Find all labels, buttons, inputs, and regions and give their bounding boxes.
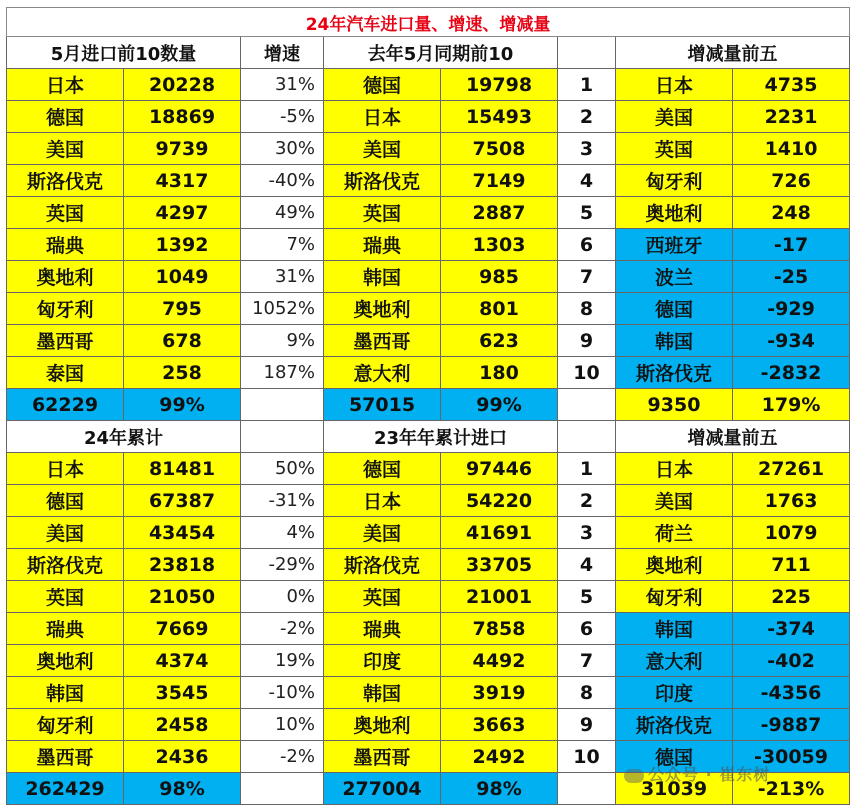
delta-country-cell: 日本 — [616, 69, 733, 101]
prev-country-cell: 墨西哥 — [324, 741, 441, 773]
delta-value-cell: -929 — [733, 293, 850, 325]
prev-country-cell: 瑞典 — [324, 229, 441, 261]
growth-cell: 30% — [241, 133, 324, 165]
table-row — [7, 293, 850, 325]
import-table — [6, 7, 850, 805]
total-previous-share: 99% — [441, 389, 558, 421]
delta-value-cell: -30059 — [733, 741, 850, 773]
growth-cell: 187% — [241, 357, 324, 389]
growth-cell: -29% — [241, 549, 324, 581]
volume-cell: 2458 — [124, 709, 241, 741]
prev-volume-cell: 19798 — [441, 69, 558, 101]
rank-cell: 8 — [558, 293, 616, 325]
country-cell: 墨西哥 — [7, 741, 124, 773]
prev-volume-cell: 97446 — [441, 453, 558, 485]
country-cell: 斯洛伐克 — [7, 549, 124, 581]
delta-value-cell: -402 — [733, 645, 850, 677]
table-row — [7, 581, 850, 613]
table-title: 24年汽车进口量、增速、增减量 — [7, 8, 850, 37]
growth-cell: 19% — [241, 645, 324, 677]
delta-value-cell: -2832 — [733, 357, 850, 389]
rank-cell: 4 — [558, 549, 616, 581]
table-row — [7, 677, 850, 709]
empty-cell — [241, 389, 324, 421]
growth-cell: 10% — [241, 709, 324, 741]
rank-cell: 3 — [558, 133, 616, 165]
growth-cell: -5% — [241, 101, 324, 133]
delta-value-cell: 248 — [733, 197, 850, 229]
rank-cell: 5 — [558, 197, 616, 229]
table-row — [7, 325, 850, 357]
delta-country-cell: 美国 — [616, 101, 733, 133]
growth-cell: 4% — [241, 517, 324, 549]
country-cell: 墨西哥 — [7, 325, 124, 357]
delta-country-cell: 德国 — [616, 741, 733, 773]
delta-country-cell: 德国 — [616, 293, 733, 325]
prev-volume-cell: 54220 — [441, 485, 558, 517]
table-row — [7, 133, 850, 165]
volume-cell: 20228 — [124, 69, 241, 101]
table-row — [7, 645, 850, 677]
table-row — [7, 357, 850, 389]
watermark — [624, 762, 770, 785]
volume-cell: 67387 — [124, 485, 241, 517]
prev-country-cell: 瑞典 — [324, 613, 441, 645]
prev-volume-cell: 33705 — [441, 549, 558, 581]
table-row — [7, 101, 850, 133]
prev-country-cell: 奥地利 — [324, 293, 441, 325]
total-current: 262429 — [7, 773, 124, 805]
table-row — [7, 709, 850, 741]
prev-volume-cell: 180 — [441, 357, 558, 389]
delta-country-cell: 奥地利 — [616, 197, 733, 229]
country-cell: 德国 — [7, 101, 124, 133]
header-current-top10: 5月进口前10数量 — [7, 37, 241, 69]
prev-country-cell: 美国 — [324, 517, 441, 549]
volume-cell: 1049 — [124, 261, 241, 293]
volume-cell: 2436 — [124, 741, 241, 773]
growth-cell: 49% — [241, 197, 324, 229]
country-cell: 德国 — [7, 485, 124, 517]
prev-volume-cell: 623 — [441, 325, 558, 357]
header-growth: 增速 — [241, 37, 324, 69]
prev-country-cell: 墨西哥 — [324, 325, 441, 357]
prev-volume-cell: 1303 — [441, 229, 558, 261]
volume-cell: 258 — [124, 357, 241, 389]
country-cell: 日本 — [7, 453, 124, 485]
header-delta-top5: 增减量前五 — [616, 37, 850, 69]
prev-volume-cell: 3663 — [441, 709, 558, 741]
prev-country-cell: 斯洛伐克 — [324, 549, 441, 581]
prev-volume-cell: 7149 — [441, 165, 558, 197]
empty-cell — [558, 389, 616, 421]
prev-country-cell: 美国 — [324, 133, 441, 165]
prev-volume-cell: 15493 — [441, 101, 558, 133]
country-cell: 斯洛伐克 — [7, 165, 124, 197]
prev-country-cell: 斯洛伐克 — [324, 165, 441, 197]
total-delta-pct: 179% — [733, 389, 850, 421]
prev-country-cell: 日本 — [324, 101, 441, 133]
total-current-share: 99% — [124, 389, 241, 421]
delta-value-cell: -9887 — [733, 709, 850, 741]
volume-cell: 3545 — [124, 677, 241, 709]
delta-value-cell: -374 — [733, 613, 850, 645]
country-cell: 泰国 — [7, 357, 124, 389]
growth-cell: 31% — [241, 261, 324, 293]
rank-cell: 1 — [558, 69, 616, 101]
country-cell: 英国 — [7, 197, 124, 229]
prev-country-cell: 英国 — [324, 581, 441, 613]
volume-cell: 9739 — [124, 133, 241, 165]
prev-volume-cell: 3919 — [441, 677, 558, 709]
delta-country-cell: 韩国 — [616, 325, 733, 357]
delta-country-cell: 美国 — [616, 485, 733, 517]
table-row — [7, 517, 850, 549]
prev-country-cell: 韩国 — [324, 261, 441, 293]
rank-cell: 8 — [558, 677, 616, 709]
volume-cell: 81481 — [124, 453, 241, 485]
volume-cell: 21050 — [124, 581, 241, 613]
delta-country-cell: 日本 — [616, 453, 733, 485]
delta-country-cell: 奥地利 — [616, 549, 733, 581]
total-delta: 9350 — [616, 389, 733, 421]
wechat-icon — [624, 769, 644, 783]
table-row — [7, 549, 850, 581]
total-current: 62229 — [7, 389, 124, 421]
prev-country-cell: 意大利 — [324, 357, 441, 389]
prev-country-cell: 奥地利 — [324, 709, 441, 741]
table-row — [7, 165, 850, 197]
rank-cell: 1 — [558, 453, 616, 485]
rank-cell: 7 — [558, 261, 616, 293]
prev-volume-cell: 7508 — [441, 133, 558, 165]
prev-volume-cell: 7858 — [441, 613, 558, 645]
delta-value-cell: -934 — [733, 325, 850, 357]
empty-cell — [241, 773, 324, 805]
growth-cell: -31% — [241, 485, 324, 517]
delta-country-cell: 匈牙利 — [616, 581, 733, 613]
total-current-share: 98% — [124, 773, 241, 805]
header-previous-top10: 23年年累计进口 — [324, 421, 558, 453]
delta-country-cell: 斯洛伐克 — [616, 709, 733, 741]
growth-cell: 1052% — [241, 293, 324, 325]
delta-country-cell: 斯洛伐克 — [616, 357, 733, 389]
empty-cell — [558, 773, 616, 805]
volume-cell: 23818 — [124, 549, 241, 581]
total-previous: 57015 — [324, 389, 441, 421]
prev-volume-cell: 2887 — [441, 197, 558, 229]
rank-cell: 2 — [558, 101, 616, 133]
prev-volume-cell: 801 — [441, 293, 558, 325]
delta-country-cell: 荷兰 — [616, 517, 733, 549]
rank-cell: 4 — [558, 165, 616, 197]
title-row — [7, 8, 850, 37]
delta-value-cell: -25 — [733, 261, 850, 293]
delta-value-cell: 2231 — [733, 101, 850, 133]
volume-cell: 4317 — [124, 165, 241, 197]
growth-cell: 0% — [241, 581, 324, 613]
delta-country-cell: 意大利 — [616, 645, 733, 677]
rank-cell: 10 — [558, 741, 616, 773]
rank-cell: 5 — [558, 581, 616, 613]
volume-cell: 4297 — [124, 197, 241, 229]
total-previous-share: 98% — [441, 773, 558, 805]
rank-cell: 6 — [558, 229, 616, 261]
top-totals-row — [7, 389, 850, 421]
table-row — [7, 453, 850, 485]
prev-country-cell: 印度 — [324, 645, 441, 677]
prev-volume-cell: 4492 — [441, 645, 558, 677]
country-cell: 韩国 — [7, 677, 124, 709]
growth-cell: -40% — [241, 165, 324, 197]
growth-cell: 50% — [241, 453, 324, 485]
delta-country-cell: 英国 — [616, 133, 733, 165]
growth-cell: -2% — [241, 741, 324, 773]
prev-volume-cell: 41691 — [441, 517, 558, 549]
table-row — [7, 261, 850, 293]
country-cell: 奥地利 — [7, 645, 124, 677]
prev-country-cell: 韩国 — [324, 677, 441, 709]
delta-country-cell: 匈牙利 — [616, 165, 733, 197]
top-header-row — [7, 37, 850, 69]
header-previous-top10: 去年5月同期前10 — [324, 37, 558, 69]
delta-value-cell: 726 — [733, 165, 850, 197]
table-row — [7, 69, 850, 101]
header-growth — [241, 421, 324, 453]
delta-value-cell: 225 — [733, 581, 850, 613]
delta-value-cell: 27261 — [733, 453, 850, 485]
rank-cell: 9 — [558, 709, 616, 741]
prev-country-cell: 德国 — [324, 69, 441, 101]
growth-cell: -10% — [241, 677, 324, 709]
bottom-header-row — [7, 421, 850, 453]
volume-cell: 678 — [124, 325, 241, 357]
country-cell: 英国 — [7, 581, 124, 613]
delta-value-cell: 4735 — [733, 69, 850, 101]
country-cell: 奥地利 — [7, 261, 124, 293]
total-delta: 31039 — [616, 773, 733, 805]
total-previous: 277004 — [324, 773, 441, 805]
delta-value-cell: -17 — [733, 229, 850, 261]
growth-cell: 9% — [241, 325, 324, 357]
volume-cell: 43454 — [124, 517, 241, 549]
country-cell: 匈牙利 — [7, 709, 124, 741]
rank-cell: 10 — [558, 357, 616, 389]
delta-country-cell: 印度 — [616, 677, 733, 709]
volume-cell: 795 — [124, 293, 241, 325]
country-cell: 日本 — [7, 69, 124, 101]
watermark-text: 公众号 · 崔东树 — [648, 765, 771, 784]
prev-volume-cell: 21001 — [441, 581, 558, 613]
table-row — [7, 229, 850, 261]
prev-country-cell: 英国 — [324, 197, 441, 229]
growth-cell: -2% — [241, 613, 324, 645]
volume-cell: 4374 — [124, 645, 241, 677]
delta-value-cell: -4356 — [733, 677, 850, 709]
growth-cell: 7% — [241, 229, 324, 261]
delta-country-cell: 波兰 — [616, 261, 733, 293]
header-rank — [558, 37, 616, 69]
rank-cell: 6 — [558, 613, 616, 645]
country-cell: 匈牙利 — [7, 293, 124, 325]
delta-value-cell: 1410 — [733, 133, 850, 165]
delta-country-cell: 西班牙 — [616, 229, 733, 261]
prev-country-cell: 日本 — [324, 485, 441, 517]
volume-cell: 1392 — [124, 229, 241, 261]
header-rank — [558, 421, 616, 453]
prev-volume-cell: 2492 — [441, 741, 558, 773]
total-delta-pct: -213% — [733, 773, 850, 805]
growth-cell: 31% — [241, 69, 324, 101]
rank-cell: 7 — [558, 645, 616, 677]
rank-cell: 9 — [558, 325, 616, 357]
volume-cell: 7669 — [124, 613, 241, 645]
header-current-top10: 24年累计 — [7, 421, 241, 453]
delta-country-cell: 韩国 — [616, 613, 733, 645]
volume-cell: 18869 — [124, 101, 241, 133]
country-cell: 瑞典 — [7, 613, 124, 645]
table-row — [7, 485, 850, 517]
prev-country-cell: 德国 — [324, 453, 441, 485]
table-row — [7, 197, 850, 229]
rank-cell: 2 — [558, 485, 616, 517]
country-cell: 美国 — [7, 517, 124, 549]
header-delta-top5: 增减量前五 — [616, 421, 850, 453]
country-cell: 瑞典 — [7, 229, 124, 261]
country-cell: 美国 — [7, 133, 124, 165]
prev-volume-cell: 985 — [441, 261, 558, 293]
delta-value-cell: 1763 — [733, 485, 850, 517]
delta-value-cell: 1079 — [733, 517, 850, 549]
delta-value-cell: 711 — [733, 549, 850, 581]
table-row — [7, 613, 850, 645]
rank-cell: 3 — [558, 517, 616, 549]
